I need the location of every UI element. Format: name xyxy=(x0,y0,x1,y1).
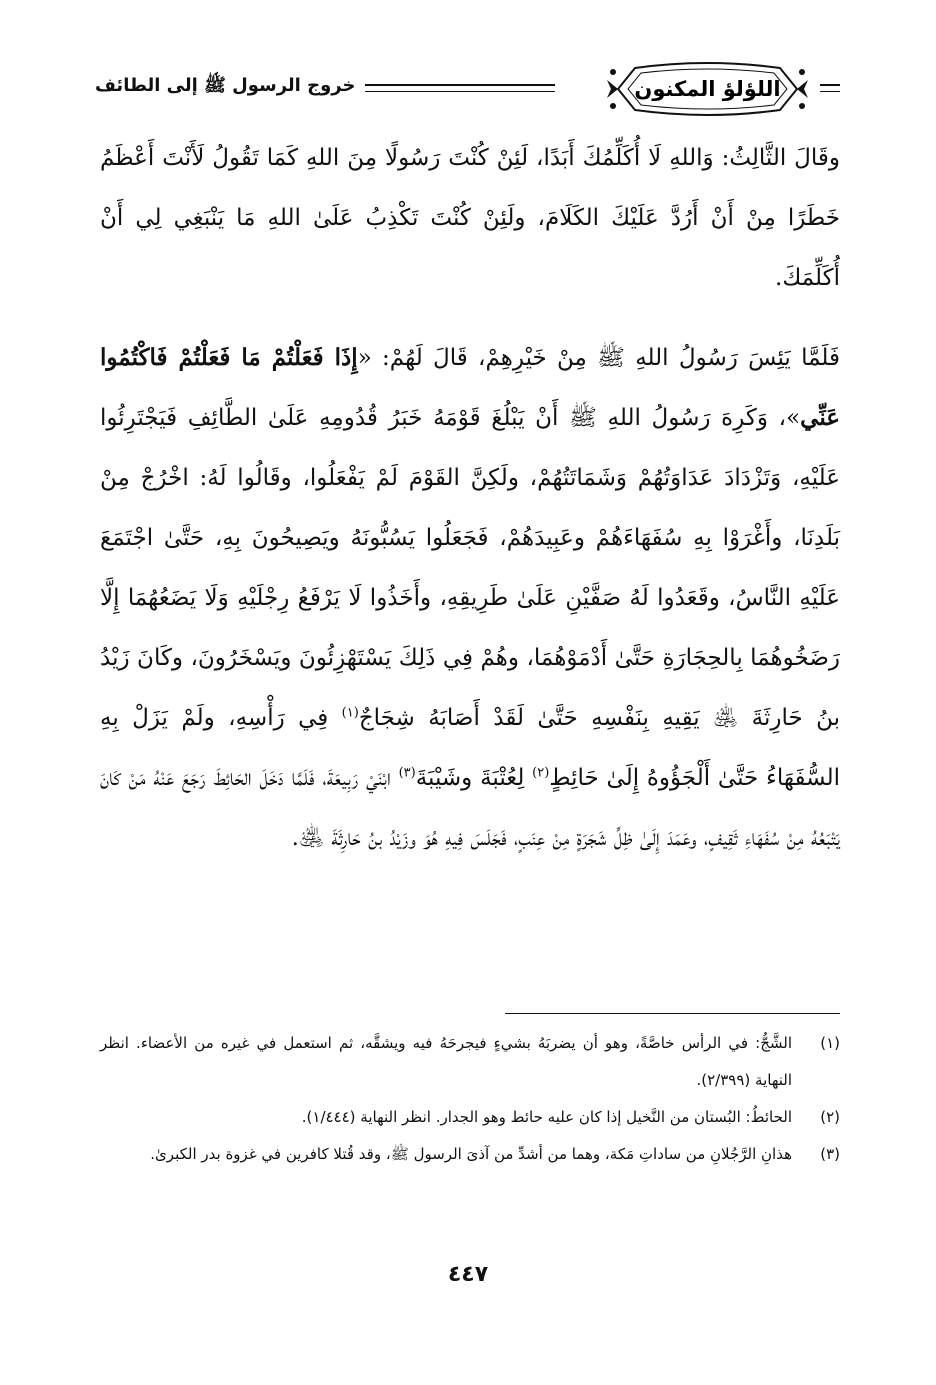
paragraph-2-part-b: »، وَكَرِهَ رَسُولُ اللهِ ﷺ أَنْ يَبْلُغَ قَوْمَهُ خَبَرُ قُدُومِهِ عَلَىٰ الطَّائِفِ فَيَجْتَرِئُوا عَلَيْهِ، وَتَزْدَادَ عَدَاوَتُهُمْ وَشَمَاتَتُهُمْ، ولَكِنَّ القَوْمَ لَمْ يَفْعَلُوا، وقَالُوا لَهُ: اخْرُجْ مِنْ بَلَدِنَا، وأَغْرَوْا بِهِ سُفَهَاءَهُمْ وعَبِيدَهُمْ، فَجَعَلُوا يَسُبُّونَهُ ويَصِيحُونَ بِهِ، حَتَّىٰ اجْتَمَعَ عَلَيْهِ النَّاسُ، وقَعَدُوا لَهُ صَفَّيْنِ عَلَىٰ طَرِيقِهِ، وأَخَذُوا لَا يَرْفَعُ رِجْلَيْهِ وَلَا يَضَعُهُمَا إِلَّا رَضَخُوهُمَا بِالحِجَارَةِ حَتَّىٰ أَدْمَوْهُمَا، وهُمْ فِي ذَلِكَ يَسْتَهْزِئُونَ ويَسْخَرُونَ، وكَانَ زَيْدُ بنُ حَارِثَةَ ﵁ يَقِيهِ بِنَفْسِهِ حَتَّىٰ لَقَدْ أَصَابَهُ شِجَاجٌ xyxy=(100,405,840,731)
footnote-ref-2[interactable]: (٢) xyxy=(532,765,550,781)
paragraph-2-part-e: ابْنَيْ رَبِيعَةَ، فَلَمَّا دَخَلَ الحَائِطَ رَجَعَ عَنْهُ مَنْ كَانَ يَتْبَعُهُ مِنْ سُفَهَاءِ ثَقِيفٍ، وعَمَدَ إِلَىٰ ظِلِّ شَجَرَةٍ مِنْ عِنَبٍ، فَجَلَسَ فِيهِ هُوَ وزَيْدُ بنُ حَارِثَةَ ﵁. xyxy=(100,765,840,851)
footnote-number: (٣) xyxy=(820,1145,840,1163)
paragraph-2-part-a: فَلَمَّا يَئِسَ رَسُولُ اللهِ ﷺ مِنْ خَيْرِهِمْ، قَالَ لَهُمْ: « xyxy=(357,345,840,371)
paragraph-2 xyxy=(100,328,840,868)
main-text xyxy=(100,128,840,868)
paragraph-2-part-c: فِي رَأْسِهِ، ولَمْ يَزَلْ بِهِ السُّفَهَاءُ حَتَّىٰ أَلْجَؤُوهُ إِلَىٰ حَائِطٍ xyxy=(100,705,840,791)
chapter-title: خروج الرسول ﷺ إلى الطائف xyxy=(95,75,356,96)
footnote-number: (٢) xyxy=(820,1108,840,1126)
footnote-text: هذانِ الرَّجُلانِ من ساداتِ مَكة، وهما من أشدِّ من آذىَ الرسول ﷺ، وقد قُتلا كافرين في غزوة بدر الكبرىٰ. xyxy=(150,1145,792,1163)
paragraph-1: وقَالَ الثَّالِثُ: وَاللهِ لَا أُكَلِّمُكَ أَبَدًا، لَئِنْ كُنْتَ رَسُولًا مِنَ اللهِ كَمَا تَقُولُ لَأَنْتَ أَعْظَمُ خَطَرًا مِنْ أَنْ أَرُدَّ عَلَيْكَ الكَلَامَ، ولَئِنْ كُنْتَ تَكْذِبُ عَلَىٰ اللهِ مَا يَنْبَغِي لِي أَنْ أُكَلِّمَكَ. xyxy=(100,145,840,291)
footnote-number: (١) xyxy=(820,1034,840,1052)
running-header xyxy=(95,58,840,122)
footnote-ref-1[interactable]: (١) xyxy=(341,705,359,721)
page-number: ٤٤٧ xyxy=(447,1262,489,1287)
footnote-2 xyxy=(100,1099,840,1136)
book-title-ornament xyxy=(605,60,810,118)
header-rule-right xyxy=(820,84,840,92)
footnote-separator xyxy=(505,1013,840,1014)
footnote-ref-3[interactable]: (٣) xyxy=(398,765,416,781)
footnote-3 xyxy=(100,1136,840,1173)
book-title: اللؤلؤ المكنون xyxy=(634,77,781,101)
footnote-1 xyxy=(100,1025,840,1099)
paragraph-2-part-d: لِعُتْبَةَ وشَيْبَةَ xyxy=(415,765,533,791)
footnotes xyxy=(100,1025,840,1173)
footnote-text: الحائطُ: البُستان من النَّخيل إذا كان عليه حائط وهو الجدار. انظر النهاية (١/٤٤٤). xyxy=(301,1108,792,1126)
footnote-text: الشَّجُّ: في الرأس خاصَّةً، وهو أن يضربَهُ بشيءٍ فيجرحَهُ فيه ويشقَّه، ثم استعمل في غيره من الأعضاء. انظر النهاية (٢/٣٩٩). xyxy=(100,1034,792,1089)
header-rule-left xyxy=(365,84,555,92)
prophet-quote: إِذَا فَعَلْتُمْ مَا فَعَلْتُمْ فَاكْتُمُوا عَنِّي xyxy=(100,344,840,431)
